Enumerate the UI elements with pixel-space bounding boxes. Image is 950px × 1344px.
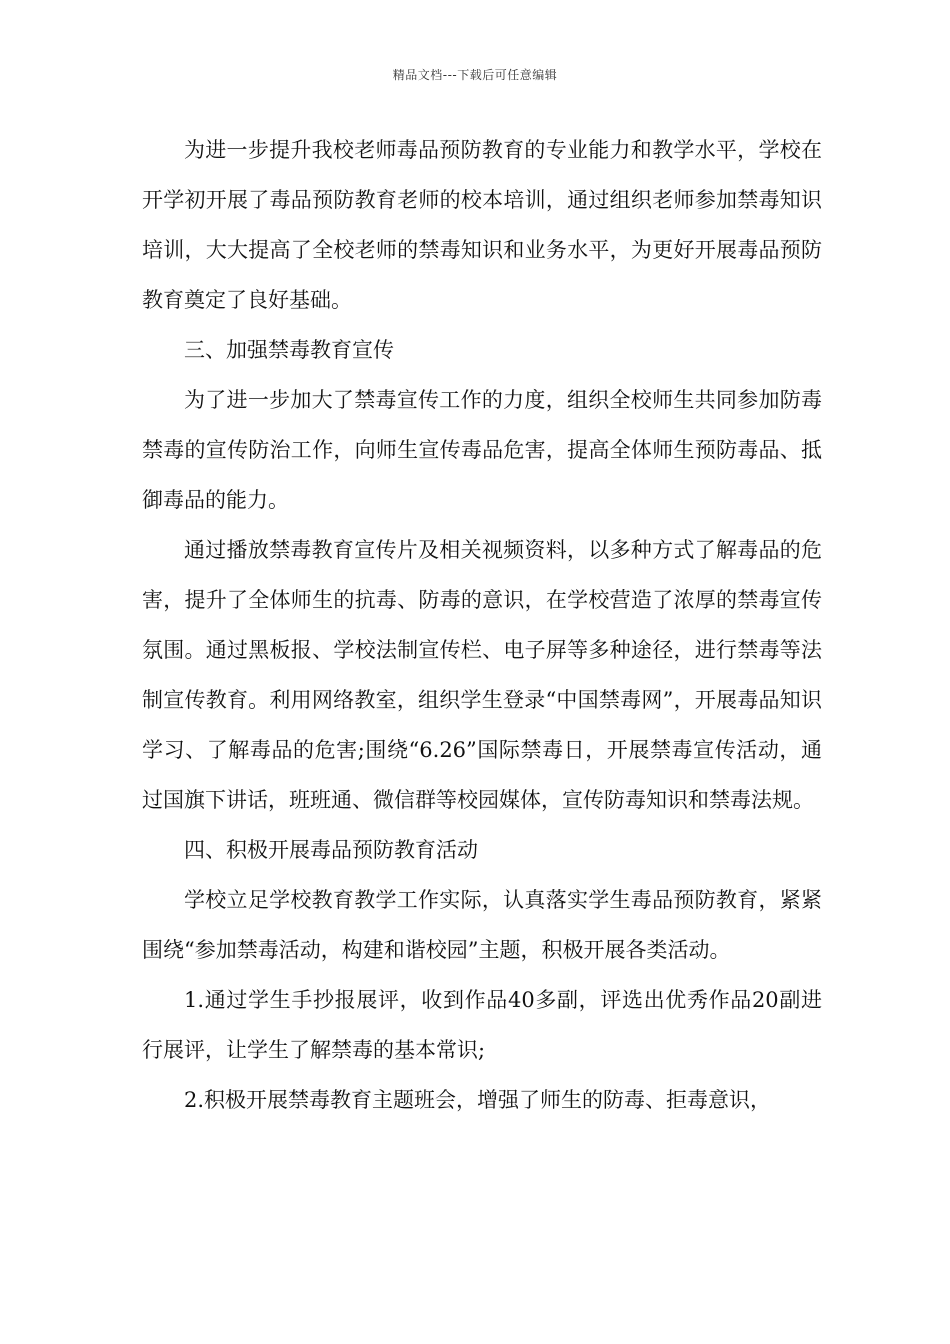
list-item-class-meeting: 2.积极开展禁毒教育主题班会，增强了师生的防毒、拒毒意识， (184, 1088, 772, 1112)
paragraph-training: 为进一步提升我校老师毒品预防教育的专业能力和教学水平，学校在开学初开展了毒品预防教育老师的校本培训，通过组织老师参加禁毒知识培训，大大提高了全校老师的禁毒知识和业务水平，为更好开展毒品预防教育奠定了良好基础。 (142, 138, 822, 312)
page-header: 精品文档---下载后可任意编辑 (392, 68, 558, 82)
section-heading-activities: 四、积极开展毒品预防教育活动 (184, 838, 478, 862)
document-body (142, 125, 822, 1125)
paragraph-publicity-methods: 通过播放禁毒教育宣传片及相关视频资料，以多种方式了解毒品的危害，提升了全体师生的抗毒、防毒的意识，在学校营造了浓厚的禁毒宣传氛围。通过黑板报、学校法制宣传栏、电子屏等多种途径，进行禁毒等法制宣传教育。利用网络教室，组织学生登录“中国禁毒网”，开展毒品知识学习、了解毒品的危害;围绕“6.26”国际禁毒日，开展禁毒宣传活动，通过国旗下讲话，班班通、微信群等校园媒体，宣传防毒知识和禁毒法规。 (142, 538, 822, 812)
paragraph-publicity-effort: 为了进一步加大了禁毒宣传工作的力度，组织全校师生共同参加防毒禁毒的宣传防治工作，向师生宣传毒品危害，提高全体师生预防毒品、抵御毒品的能力。 (142, 388, 822, 512)
paragraph-activities-intro: 学校立足学校教育教学工作实际，认真落实学生毒品预防教育，紧紧围绕“参加禁毒活动，构建和谐校园”主题，积极开展各类活动。 (142, 888, 822, 962)
section-heading-publicity: 三、加强禁毒教育宣传 (184, 338, 394, 362)
list-item-posters: 1.通过学生手抄报展评，收到作品40多副，评选出优秀作品20副进行展评，让学生了解禁毒的基本常识; (142, 988, 822, 1062)
